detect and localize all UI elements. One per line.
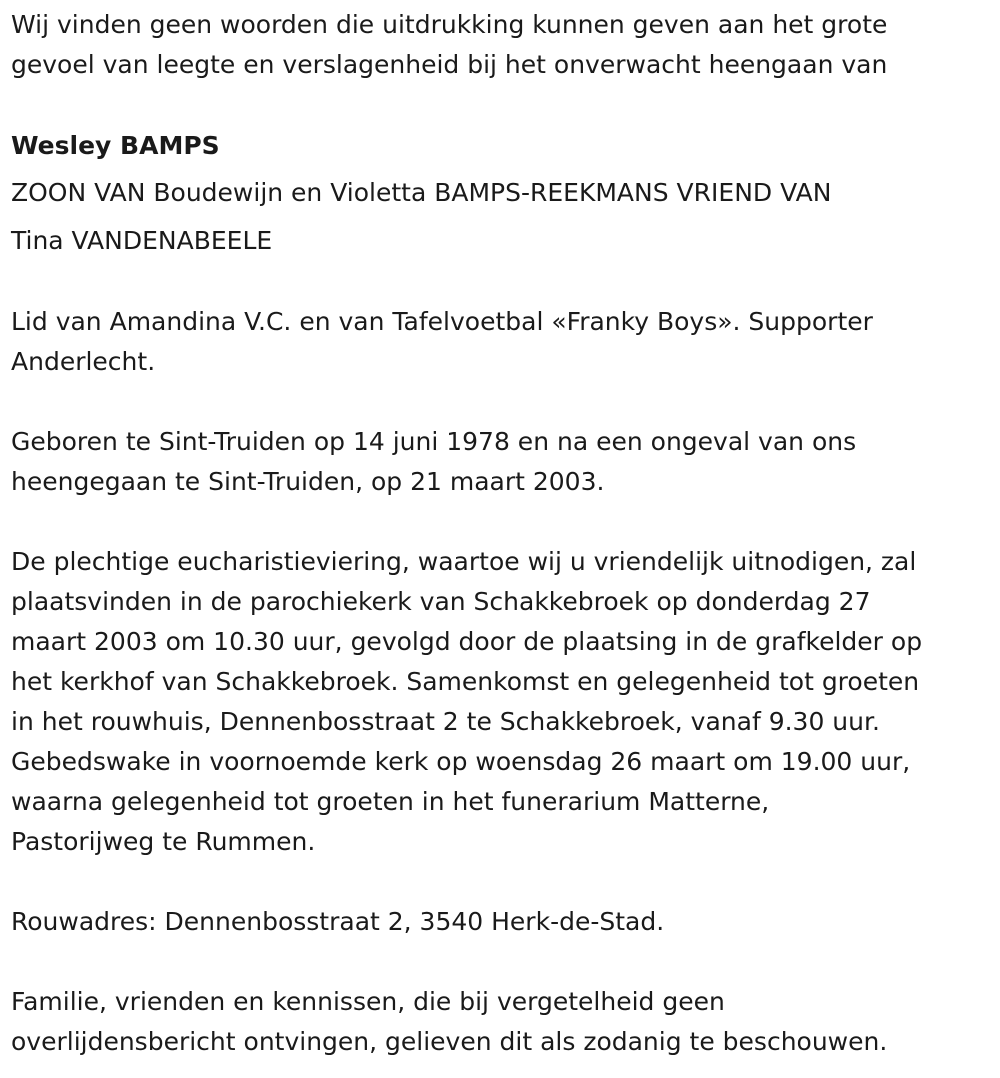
closing-line-2: overlijdensbericht ontvingen, gelieven dit als zodanig te beschouwen. xyxy=(11,1027,888,1056)
birth-death-line-1: Geboren te Sint-Truiden op 14 juni 1978 en na een ongeval van ons xyxy=(11,427,857,456)
mourning-address: Rouwadres: Dennenbosstraat 2, 3540 Herk-de-Stad. xyxy=(11,907,665,936)
relations-line-2: Tina VANDENABEELE xyxy=(11,226,273,255)
intro-line-2: gevoel van leegte en verslagenheid bij het onverwacht heengaan van xyxy=(11,50,888,79)
ceremony-line-1: De plechtige eucharistieviering, waartoe wij u vriendelijk uitnodigen, zal xyxy=(11,547,917,576)
closing-line-1: Familie, vrienden en kennissen, die bij vergetelheid geen xyxy=(11,987,725,1016)
membership-line-2: Anderlecht. xyxy=(11,347,156,376)
birth-death-line-2: heengegaan te Sint-Truiden, op 21 maart 2003. xyxy=(11,467,605,496)
intro-line-1: Wij vinden geen woorden die uitdrukking kunnen geven aan het grote xyxy=(11,10,888,39)
ceremony-line-7: waarna gelegenheid tot groeten in het funerarium Matterne, xyxy=(11,787,770,816)
ceremony-line-3: maart 2003 om 10.30 uur, gevolgd door de plaatsing in de grafkelder op xyxy=(11,627,923,656)
ceremony-line-6: Gebedswake in voornoemde kerk op woensdag 26 maart om 19.00 uur, xyxy=(11,747,911,776)
ceremony-line-4: het kerkhof van Schakkebroek. Samenkomst en gelegenheid tot groeten xyxy=(11,667,920,696)
membership-line-1: Lid van Amandina V.C. en van Tafelvoetbal «Franky Boys». Supporter xyxy=(11,307,873,336)
ceremony-line-8: Pastorijweg te Rummen. xyxy=(11,827,316,856)
ceremony-line-2: plaatsvinden in de parochiekerk van Schakkebroek op donderdag 27 xyxy=(11,587,871,616)
ceremony-line-5: in het rouwhuis, Dennenbosstraat 2 te Schakkebroek, vanaf 9.30 uur. xyxy=(11,707,880,736)
relations-line-1: ZOON VAN Boudewijn en Violetta BAMPS-REEKMANS VRIEND VAN xyxy=(11,178,832,207)
deceased-name: Wesley BAMPS xyxy=(11,131,220,160)
